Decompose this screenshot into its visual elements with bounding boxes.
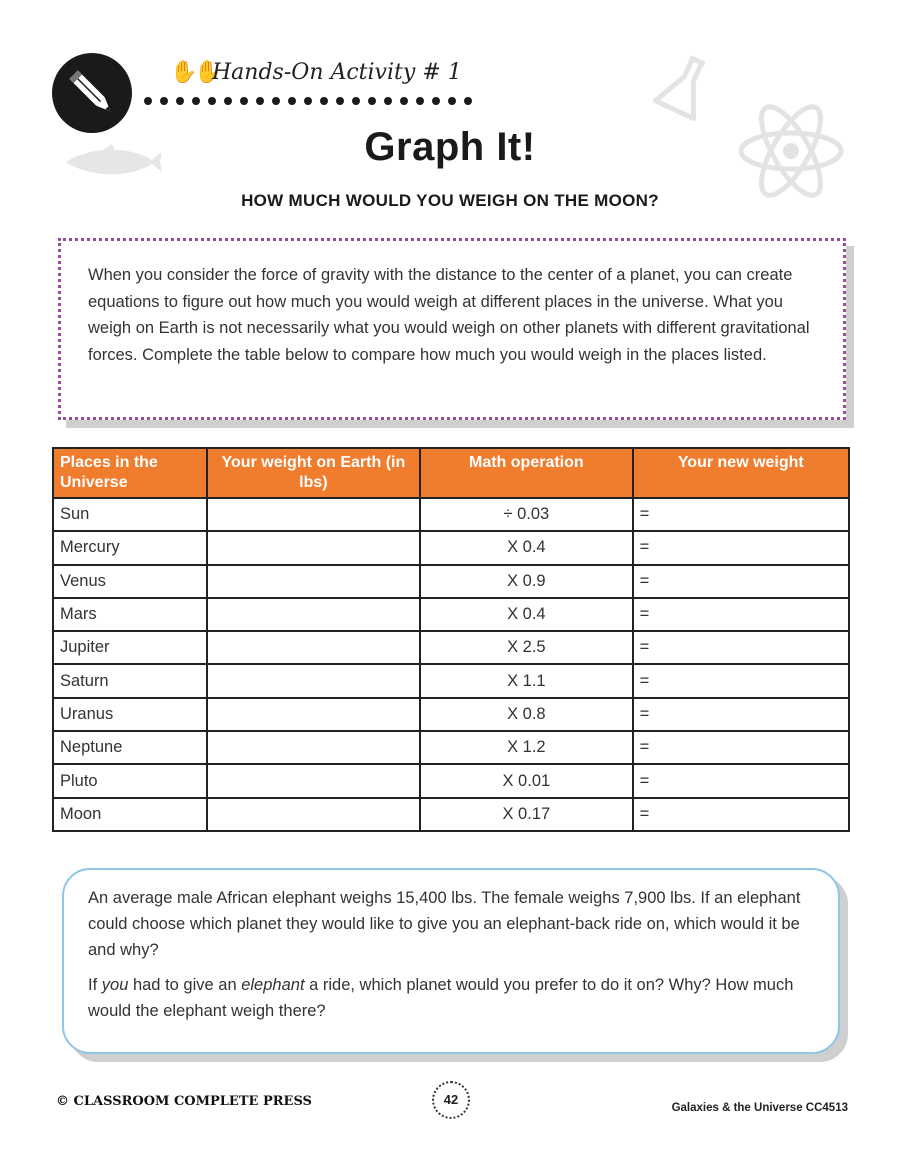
operation-cell: X 1.2 <box>420 731 632 764</box>
table-row <box>53 631 849 664</box>
operation-cell: ÷ 0.03 <box>420 498 632 531</box>
earth-weight-cell[interactable] <box>207 565 420 598</box>
new-weight-cell[interactable]: = <box>633 598 849 631</box>
question-1-text: An average male African elephant weighs 15,400 lbs. The female weighs 7,900 lbs. If an elephant could choose which planet they would like to give you an elephant-back ride on, which would it be and why? <box>88 889 801 959</box>
earth-weight-cell[interactable] <box>207 798 420 831</box>
table-row <box>53 764 849 797</box>
book-reference: Galaxies & the Universe CC4513 <box>671 1102 848 1114</box>
q2-emphasis-elephant: elephant <box>241 976 305 994</box>
operation-cell: X 1.1 <box>420 664 632 697</box>
table-row <box>53 698 849 731</box>
table-row <box>53 731 849 764</box>
place-cell: Pluto <box>53 764 207 797</box>
flask-icon <box>650 52 720 122</box>
q2-emphasis-you: you <box>101 976 129 994</box>
place-cell: Neptune <box>53 731 207 764</box>
publisher-logo: © CLASSROOM COMPLETE PRESS <box>56 1094 312 1109</box>
place-cell: Jupiter <box>53 631 207 664</box>
question-2-text <box>88 972 818 1024</box>
new-weight-cell[interactable]: = <box>633 764 849 797</box>
q2-text-part: a ride, which planet would you prefer to do it on? Why? How much would the elephant weigh there? <box>88 976 794 1020</box>
intro-text: When you consider the force of gravity with the distance to the center of a planet, you can create equations to figure out how much you would weigh at different places in the universe. What you weigh on Earth is not necessarily what you would weigh on other planets with different gravitational forces. Complete the table below to compare how much you would weigh in the places listed. <box>88 266 810 364</box>
header-math-operation: Math operation <box>420 448 632 498</box>
place-cell: Sun <box>53 498 207 531</box>
earth-weight-cell[interactable] <box>207 698 420 731</box>
place-cell: Uranus <box>53 698 207 731</box>
earth-weight-cell[interactable] <box>207 598 420 631</box>
header-places: Places in the Universe <box>53 448 207 498</box>
new-weight-cell[interactable]: = <box>633 565 849 598</box>
operation-cell: X 0.01 <box>420 764 632 797</box>
operation-cell: X 0.8 <box>420 698 632 731</box>
pencil-badge-icon <box>52 53 132 133</box>
hands-icon: ✋✋ <box>170 60 219 85</box>
q2-text-part: had to give an <box>128 976 242 994</box>
earth-weight-cell[interactable] <box>207 764 420 797</box>
page-subtitle: HOW MUCH WOULD YOU WEIGH ON THE MOON? <box>241 191 659 210</box>
operation-cell: X 0.4 <box>420 598 632 631</box>
operation-cell: X 0.9 <box>420 565 632 598</box>
operation-cell: X 0.17 <box>420 798 632 831</box>
activity-label: Hands-On Activity # 1 <box>212 60 462 85</box>
page-title: Graph It! <box>364 125 536 169</box>
table-row <box>53 664 849 697</box>
place-cell: Venus <box>53 565 207 598</box>
earth-weight-cell[interactable] <box>207 664 420 697</box>
table-header-row <box>53 448 849 498</box>
new-weight-cell[interactable]: = <box>633 731 849 764</box>
header-new-weight: Your new weight <box>633 448 849 498</box>
table-row <box>53 565 849 598</box>
new-weight-cell[interactable]: = <box>633 631 849 664</box>
operation-cell: X 2.5 <box>420 631 632 664</box>
earth-weight-cell[interactable] <box>207 498 420 531</box>
table-row <box>53 498 849 531</box>
new-weight-cell[interactable]: = <box>633 498 849 531</box>
weight-table <box>52 447 850 832</box>
place-cell: Mars <box>53 598 207 631</box>
new-weight-cell[interactable]: = <box>633 798 849 831</box>
new-weight-cell[interactable]: = <box>633 531 849 564</box>
table-row <box>53 531 849 564</box>
dotted-divider <box>143 94 473 108</box>
new-weight-cell[interactable]: = <box>633 698 849 731</box>
operation-cell: X 0.4 <box>420 531 632 564</box>
page-number: 42 <box>432 1081 470 1119</box>
table-row <box>53 798 849 831</box>
place-cell: Saturn <box>53 664 207 697</box>
table-row <box>53 598 849 631</box>
earth-weight-cell[interactable] <box>207 531 420 564</box>
earth-weight-cell[interactable] <box>207 631 420 664</box>
new-weight-cell[interactable]: = <box>633 664 849 697</box>
place-cell: Mercury <box>53 531 207 564</box>
place-cell: Moon <box>53 798 207 831</box>
q2-text-part: If <box>88 976 102 994</box>
header-earth-weight: Your weight on Earth (in lbs) <box>207 448 420 498</box>
earth-weight-cell[interactable] <box>207 731 420 764</box>
